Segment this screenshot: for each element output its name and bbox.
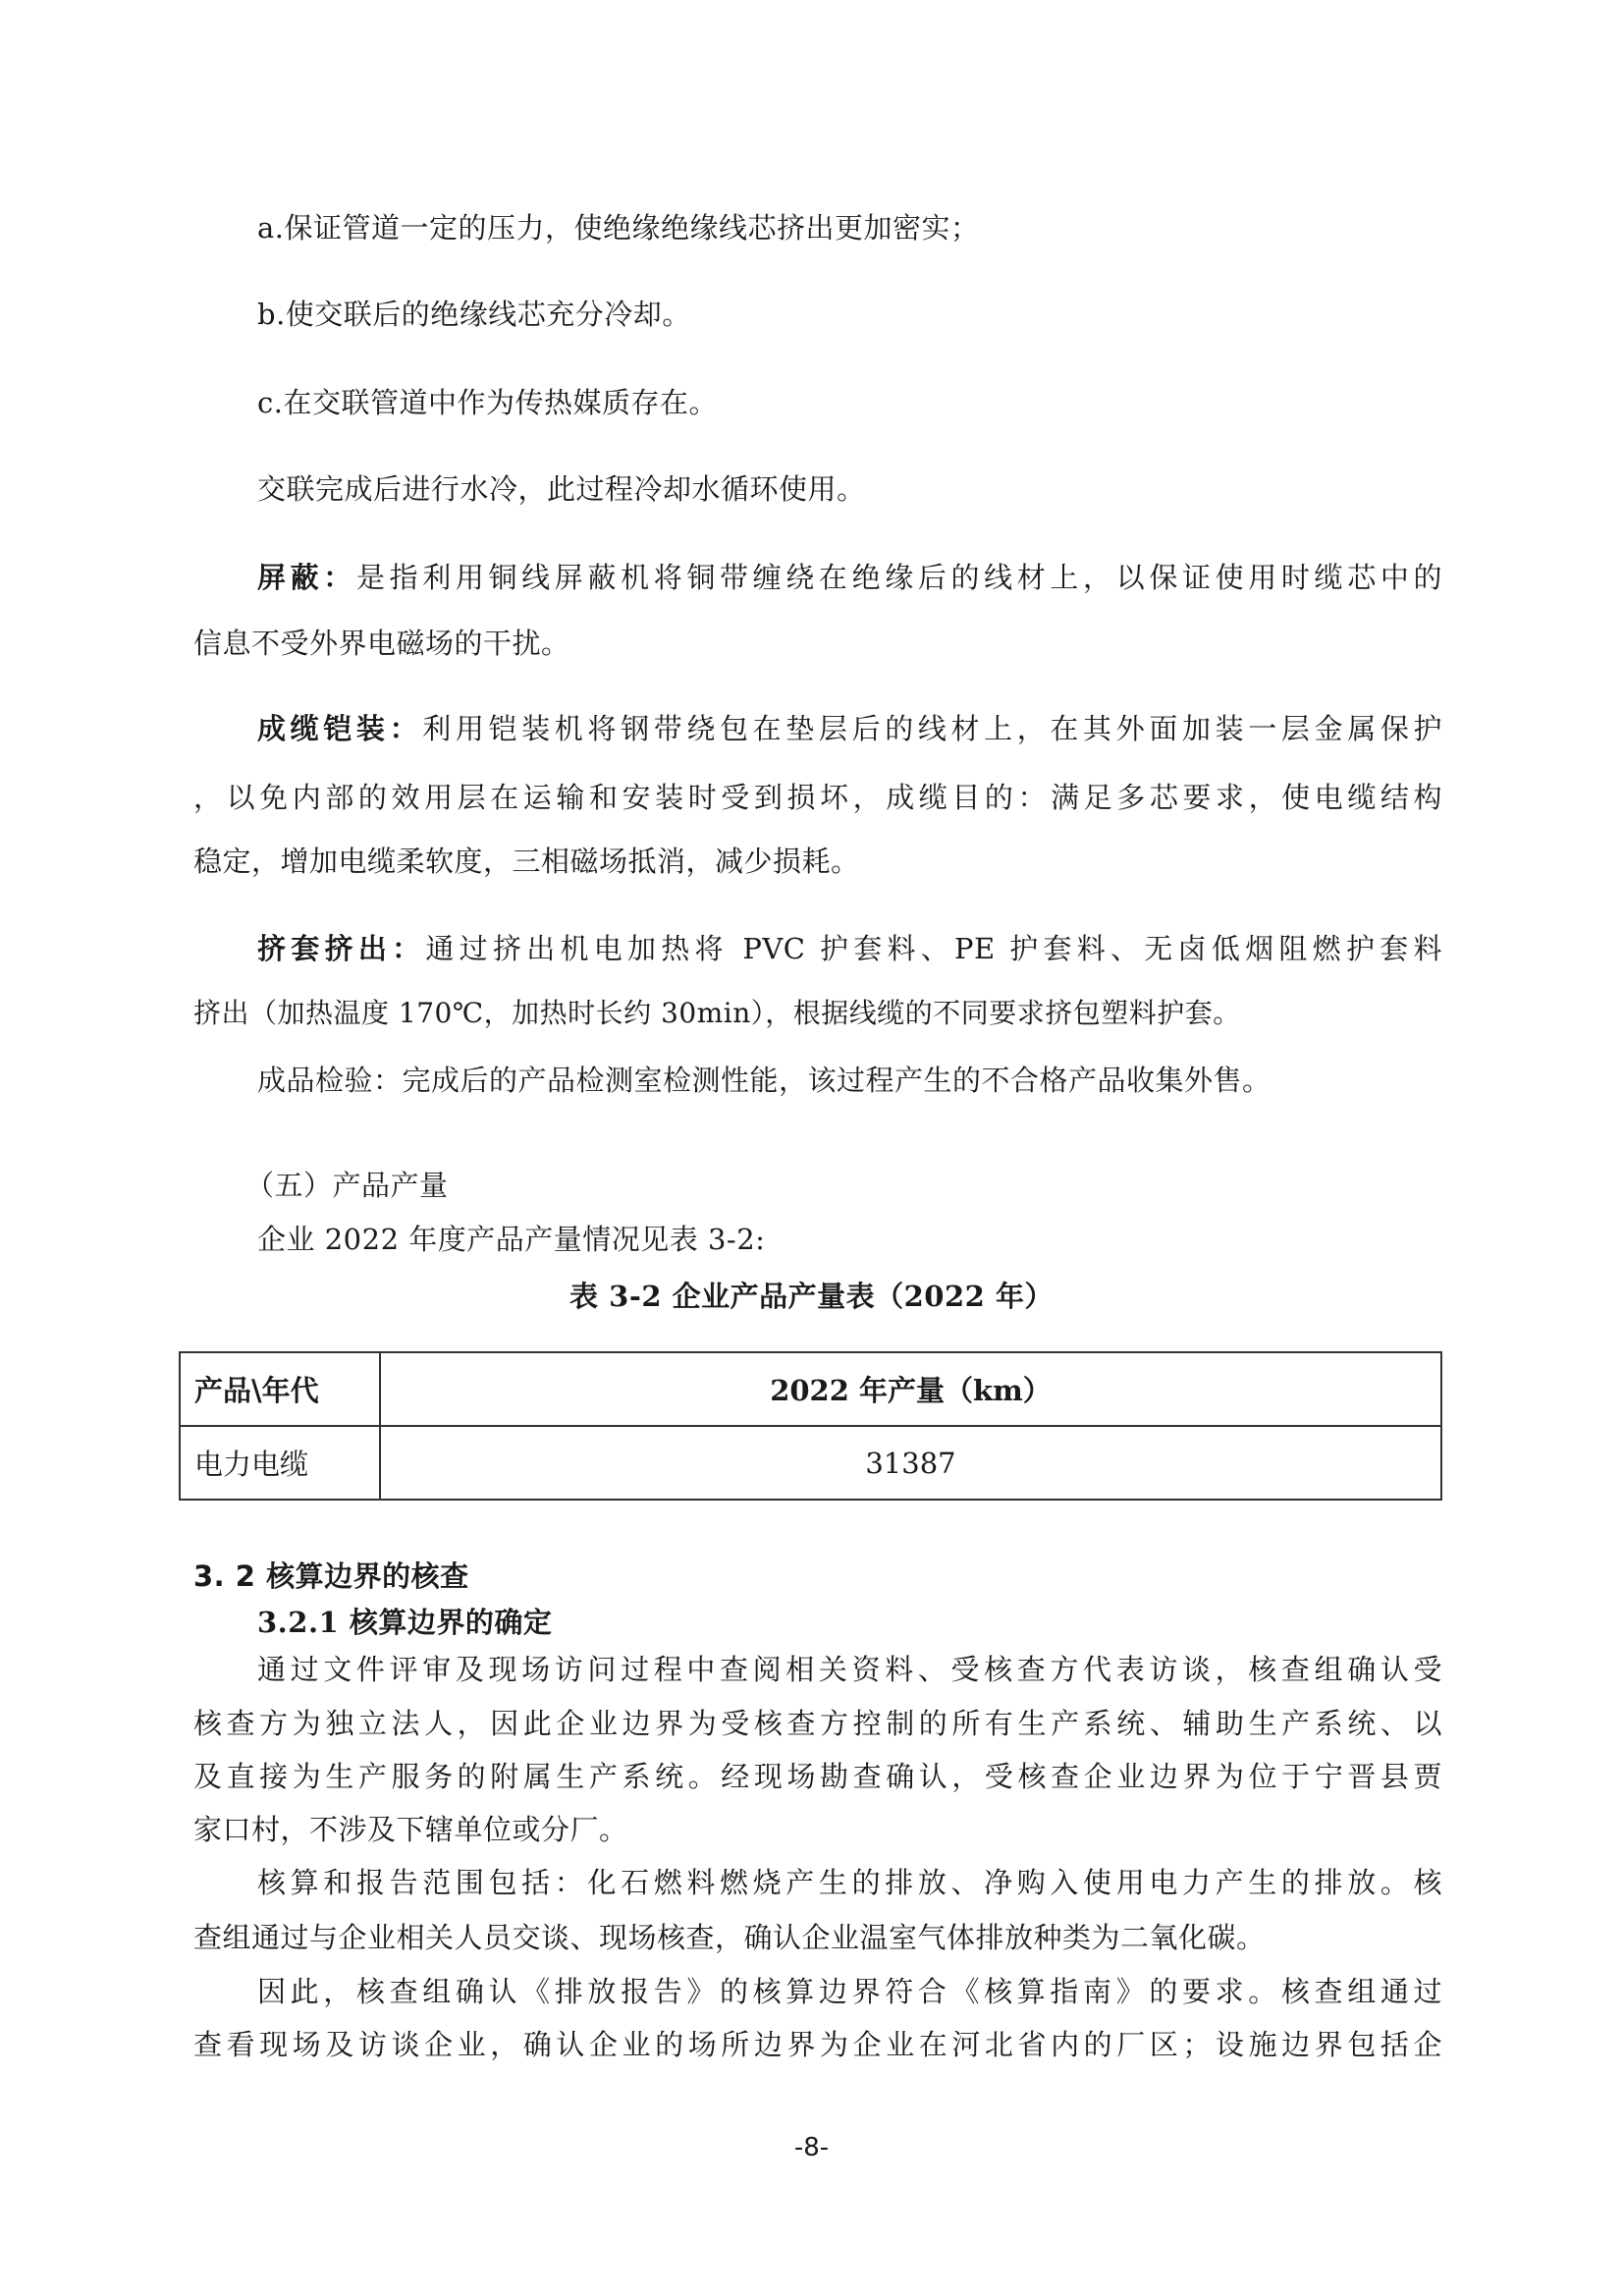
- extrusion-label: 挤套挤出：: [257, 932, 426, 965]
- table-row: [180, 1426, 1441, 1500]
- section-3-2-heading: 3. 2 核算边界的核查: [193, 1559, 469, 1593]
- paragraph-water-cooling: 交联完成后进行水冷，此过程冷却水循环使用。: [257, 472, 866, 506]
- body-line: 及直接为生产服务的附属生产系统。经现场勘查确认，受核查企业边界为位于宁晋县贾: [193, 1760, 1442, 1793]
- page-number: -8-: [793, 2133, 830, 2162]
- armoring-line-3: 稳定，增加电缆柔软度，三相磁场抵消，减少损耗。: [193, 845, 860, 878]
- body-line: 查组通过与企业相关人员交谈、现场核查，确认企业温室气体排放种类为二氧化碳。: [193, 1921, 1266, 1954]
- armoring-line-1: [257, 711, 1442, 746]
- armoring-text: 利用铠装机将钢带绕包在垫层后的线材上，在其外面加装一层金属保护: [422, 712, 1442, 745]
- section-3-2-1-heading: 3.2.1 核算边界的确定: [257, 1606, 553, 1639]
- table-header-row: [180, 1352, 1441, 1426]
- table-cell-output: 31387: [380, 1426, 1441, 1500]
- armoring-label: 成缆铠装：: [257, 712, 423, 745]
- extrusion-text: 通过挤出机电加热将 PVC 护套料、PE 护套料、无卤低烟阻燃护套料: [425, 932, 1442, 965]
- paragraph-c: c.在交联管道中作为传热媒质存在。: [257, 386, 718, 419]
- table-header-output: 2022 年产量（km）: [380, 1352, 1441, 1426]
- extrusion-line-1: [257, 931, 1442, 966]
- table-intro: 企业 2022 年度产品产量情况见表 3-2:: [257, 1223, 766, 1256]
- table-title: 表 3-2 企业产品产量表（2022 年）: [569, 1280, 1054, 1313]
- shielding-line-2: 信息不受外界电磁场的干扰。: [193, 627, 570, 660]
- production-table: [179, 1351, 1442, 1501]
- shielding-text: 是指利用铜线屏蔽机将铜带缠绕在绝缘后的线材上，以保证使用时缆芯中的: [355, 561, 1442, 594]
- extrusion-line-2: 挤出（加热温度 170℃，加热时长约 30min），根据线缆的不同要求挤包塑料护套。: [193, 997, 1241, 1029]
- paragraph-b: b.使交联后的绝缘线芯充分冷却。: [257, 298, 691, 331]
- body-line: 核查方为独立法人，因此企业边界为受核查方控制的所有生产系统、辅助生产系统、以: [193, 1707, 1442, 1740]
- body-line: 查看现场及访谈企业，确认企业的场所边界为企业在河北省内的厂区；设施边界包括企: [193, 2028, 1442, 2061]
- section-five-heading: （五）产品产量: [245, 1169, 449, 1202]
- paragraph-a: a.保证管道一定的压力，使绝缘绝缘线芯挤出更加密实；: [257, 211, 980, 245]
- table-header-product: 产品\年代: [180, 1352, 380, 1426]
- shielding-line-1: [257, 560, 1442, 595]
- table-cell-product: 电力电缆: [180, 1426, 380, 1500]
- armoring-line-2: ，以免内部的效用层在运输和安装时受到损坏，成缆目的：满足多芯要求，使电缆结构: [193, 781, 1442, 814]
- body-line: 核算和报告范围包括：化石燃料燃烧产生的排放、净购入使用电力产生的排放。核: [257, 1866, 1442, 1899]
- inspection-paragraph: 成品检验：完成后的产品检测室检测性能，该过程产生的不合格产品收集外售。: [257, 1064, 1271, 1097]
- shielding-label: 屏蔽：: [257, 561, 356, 594]
- body-line: 家口村，不涉及下辖单位或分厂。: [193, 1813, 628, 1846]
- body-line: 因此，核查组确认《排放报告》的核算边界符合《核算指南》的要求。核查组通过: [257, 1975, 1442, 2008]
- body-line: 通过文件评审及现场访问过程中查阅相关资料、受核查方代表访谈，核查组确认受: [257, 1653, 1442, 1686]
